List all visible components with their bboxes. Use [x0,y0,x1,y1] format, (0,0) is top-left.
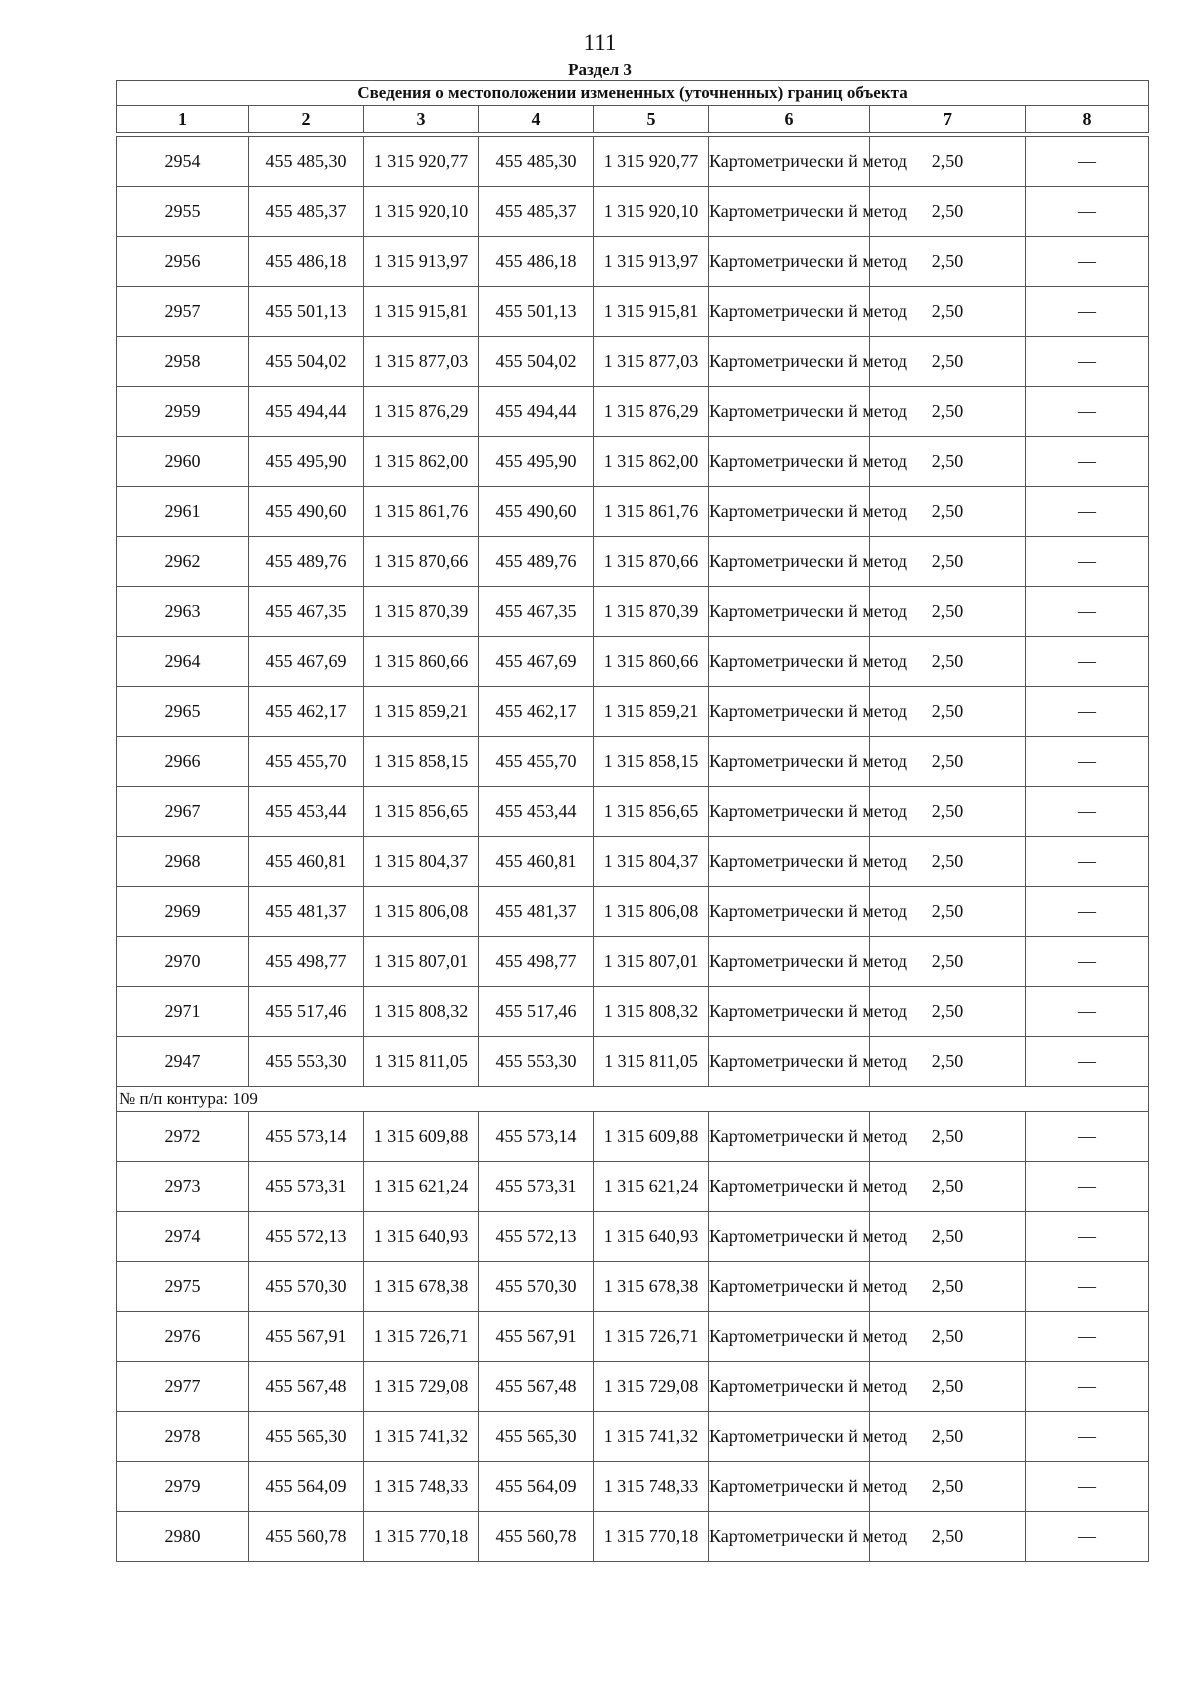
point-number-cell: 2974 [117,1212,249,1262]
table-row [117,587,1149,637]
x-coordinate-cell: 455 567,91 [249,1312,364,1362]
accuracy-cell: 2,50 [870,737,1026,787]
x-coordinate-new-cell: 455 567,91 [479,1312,594,1362]
point-number-cell: 2965 [117,687,249,737]
y-coordinate-new-cell: 1 315 862,00 [594,437,709,487]
y-coordinate-cell: 1 315 726,71 [364,1312,479,1362]
note-cell: — [1026,837,1149,887]
x-coordinate-cell: 455 455,70 [249,737,364,787]
x-coordinate-new-cell: 455 560,78 [479,1512,594,1562]
table-row [117,1362,1149,1412]
contour-label: № п/п контура: 109 [117,1087,1149,1112]
accuracy-cell: 2,50 [870,837,1026,887]
x-coordinate-new-cell: 455 553,30 [479,1037,594,1087]
x-coordinate-cell: 455 564,09 [249,1462,364,1512]
column-number: 5 [594,106,709,133]
note-cell: — [1026,337,1149,387]
accuracy-cell: 2,50 [870,887,1026,937]
method-cell: Картометрически й метод [709,137,870,187]
table-row [117,1412,1149,1462]
note-cell: — [1026,787,1149,837]
note-cell: — [1026,587,1149,637]
table-row [117,937,1149,987]
x-coordinate-cell: 455 504,02 [249,337,364,387]
y-coordinate-new-cell: 1 315 770,18 [594,1512,709,1562]
y-coordinate-new-cell: 1 315 729,08 [594,1362,709,1412]
table-row [117,187,1149,237]
method-cell: Картометрически й метод [709,937,870,987]
point-number-cell: 2977 [117,1362,249,1412]
point-number-cell: 2972 [117,1112,249,1162]
x-coordinate-cell: 455 573,31 [249,1162,364,1212]
method-cell: Картометрически й метод [709,487,870,537]
accuracy-cell: 2,50 [870,337,1026,387]
x-coordinate-new-cell: 455 498,77 [479,937,594,987]
y-coordinate-cell: 1 315 806,08 [364,887,479,937]
accuracy-cell: 2,50 [870,1312,1026,1362]
method-cell: Картометрически й метод [709,187,870,237]
x-coordinate-new-cell: 455 565,30 [479,1412,594,1462]
column-number: 8 [1026,106,1149,133]
accuracy-cell: 2,50 [870,1462,1026,1512]
table-row [117,437,1149,487]
table-body-part2 [117,1112,1149,1562]
x-coordinate-new-cell: 455 489,76 [479,537,594,587]
point-number-cell: 2962 [117,537,249,587]
x-coordinate-cell: 455 572,13 [249,1212,364,1262]
y-coordinate-new-cell: 1 315 920,10 [594,187,709,237]
accuracy-cell: 2,50 [870,987,1026,1037]
y-coordinate-cell: 1 315 741,32 [364,1412,479,1462]
method-cell: Картометрически й метод [709,637,870,687]
note-cell: — [1026,987,1149,1037]
method-cell: Картометрически й метод [709,287,870,337]
x-coordinate-cell: 455 565,30 [249,1412,364,1462]
method-cell: Картометрически й метод [709,1162,870,1212]
table-row [117,1112,1149,1162]
method-cell: Картометрически й метод [709,1412,870,1462]
point-number-cell: 2959 [117,387,249,437]
contour-section [117,1087,1149,1112]
x-coordinate-new-cell: 455 490,60 [479,487,594,537]
accuracy-cell: 2,50 [870,787,1026,837]
accuracy-cell: 2,50 [870,437,1026,487]
note-cell: — [1026,687,1149,737]
method-cell: Картометрически й метод [709,887,870,937]
table-caption: Сведения о местоположении измененных (уточненных) границ объекта [117,81,1149,106]
y-coordinate-cell: 1 315 808,32 [364,987,479,1037]
method-cell: Картометрически й метод [709,537,870,587]
x-coordinate-cell: 455 467,35 [249,587,364,637]
table-body-part1 [117,137,1149,1087]
x-coordinate-new-cell: 455 501,13 [479,287,594,337]
note-cell: — [1026,537,1149,587]
x-coordinate-cell: 455 462,17 [249,687,364,737]
x-coordinate-cell: 455 486,18 [249,237,364,287]
table-row [117,1312,1149,1362]
y-coordinate-new-cell: 1 315 858,15 [594,737,709,787]
method-cell: Картометрически й метод [709,1512,870,1562]
point-number-cell: 2966 [117,737,249,787]
y-coordinate-new-cell: 1 315 748,33 [594,1462,709,1512]
method-cell: Картометрически й метод [709,1112,870,1162]
x-coordinate-new-cell: 455 481,37 [479,887,594,937]
y-coordinate-new-cell: 1 315 806,08 [594,887,709,937]
accuracy-cell: 2,50 [870,687,1026,737]
x-coordinate-cell: 455 460,81 [249,837,364,887]
point-number-cell: 2968 [117,837,249,887]
y-coordinate-new-cell: 1 315 870,39 [594,587,709,637]
coordinates-table [116,80,1149,1562]
method-cell: Картометрически й метод [709,987,870,1037]
method-cell: Картометрически й метод [709,687,870,737]
y-coordinate-new-cell: 1 315 741,32 [594,1412,709,1462]
y-coordinate-new-cell: 1 315 726,71 [594,1312,709,1362]
y-coordinate-new-cell: 1 315 609,88 [594,1112,709,1162]
y-coordinate-cell: 1 315 920,77 [364,137,479,187]
method-cell: Картометрически й метод [709,737,870,787]
y-coordinate-cell: 1 315 913,97 [364,237,479,287]
y-coordinate-new-cell: 1 315 870,66 [594,537,709,587]
method-cell: Картометрически й метод [709,1312,870,1362]
section-title: Раздел 3 [568,60,632,79]
accuracy-cell: 2,50 [870,637,1026,687]
method-cell: Картометрически й метод [709,437,870,487]
y-coordinate-cell: 1 315 770,18 [364,1512,479,1562]
y-coordinate-cell: 1 315 858,15 [364,737,479,787]
x-coordinate-cell: 455 517,46 [249,987,364,1037]
note-cell: — [1026,1362,1149,1412]
y-coordinate-cell: 1 315 861,76 [364,487,479,537]
y-coordinate-cell: 1 315 621,24 [364,1162,479,1212]
y-coordinate-cell: 1 315 729,08 [364,1362,479,1412]
table-row [117,137,1149,187]
x-coordinate-new-cell: 455 504,02 [479,337,594,387]
y-coordinate-cell: 1 315 876,29 [364,387,479,437]
y-coordinate-new-cell: 1 315 860,66 [594,637,709,687]
accuracy-cell: 2,50 [870,1262,1026,1312]
point-number-cell: 2960 [117,437,249,487]
table-caption-row [117,81,1149,106]
x-coordinate-new-cell: 455 567,48 [479,1362,594,1412]
x-coordinate-cell: 455 489,76 [249,537,364,587]
x-coordinate-new-cell: 455 467,69 [479,637,594,687]
accuracy-cell: 2,50 [870,537,1026,587]
note-cell: — [1026,1112,1149,1162]
accuracy-cell: 2,50 [870,487,1026,537]
column-number: 4 [479,106,594,133]
point-number-cell: 2963 [117,587,249,637]
accuracy-cell: 2,50 [870,1112,1026,1162]
y-coordinate-cell: 1 315 811,05 [364,1037,479,1087]
table-row [117,237,1149,287]
y-coordinate-cell: 1 315 859,21 [364,687,479,737]
x-coordinate-new-cell: 455 517,46 [479,987,594,1037]
point-number-cell: 2978 [117,1412,249,1462]
accuracy-cell: 2,50 [870,937,1026,987]
table-row [117,1262,1149,1312]
accuracy-cell: 2,50 [870,287,1026,337]
y-coordinate-cell: 1 315 870,39 [364,587,479,637]
point-number-cell: 2976 [117,1312,249,1362]
table-row [117,1462,1149,1512]
point-number-cell: 2964 [117,637,249,687]
x-coordinate-cell: 455 485,37 [249,187,364,237]
point-number-cell: 2969 [117,887,249,937]
x-coordinate-cell: 455 573,14 [249,1112,364,1162]
note-cell: — [1026,1212,1149,1262]
note-cell: — [1026,187,1149,237]
y-coordinate-new-cell: 1 315 915,81 [594,287,709,337]
method-cell: Картометрически й метод [709,1362,870,1412]
y-coordinate-cell: 1 315 678,38 [364,1262,479,1312]
point-number-cell: 2971 [117,987,249,1037]
point-number-cell: 2955 [117,187,249,237]
accuracy-cell: 2,50 [870,1362,1026,1412]
note-cell: — [1026,887,1149,937]
x-coordinate-cell: 455 570,30 [249,1262,364,1312]
method-cell: Картометрически й метод [709,337,870,387]
table-row [117,787,1149,837]
table-row [117,1037,1149,1087]
note-cell: — [1026,1462,1149,1512]
accuracy-cell: 2,50 [870,187,1026,237]
note-cell: — [1026,1037,1149,1087]
y-coordinate-cell: 1 315 915,81 [364,287,479,337]
accuracy-cell: 2,50 [870,137,1026,187]
note-cell: — [1026,287,1149,337]
column-number: 3 [364,106,479,133]
table-row [117,387,1149,437]
x-coordinate-new-cell: 455 467,35 [479,587,594,637]
x-coordinate-new-cell: 455 453,44 [479,787,594,837]
table-row [117,687,1149,737]
x-coordinate-new-cell: 455 485,37 [479,187,594,237]
y-coordinate-new-cell: 1 315 807,01 [594,937,709,987]
x-coordinate-new-cell: 455 460,81 [479,837,594,887]
point-number-cell: 2979 [117,1462,249,1512]
note-cell: — [1026,1262,1149,1312]
point-number-cell: 2947 [117,1037,249,1087]
table-row [117,487,1149,537]
x-coordinate-new-cell: 455 570,30 [479,1262,594,1312]
column-number: 6 [709,106,870,133]
note-cell: — [1026,937,1149,987]
y-coordinate-new-cell: 1 315 877,03 [594,337,709,387]
y-coordinate-new-cell: 1 315 876,29 [594,387,709,437]
y-coordinate-new-cell: 1 315 621,24 [594,1162,709,1212]
method-cell: Картометрически й метод [709,587,870,637]
note-cell: — [1026,1412,1149,1462]
accuracy-cell: 2,50 [870,387,1026,437]
method-cell: Картометрически й метод [709,787,870,837]
method-cell: Картометрически й метод [709,237,870,287]
point-number-cell: 2970 [117,937,249,987]
table-row [117,637,1149,687]
point-number-cell: 2967 [117,787,249,837]
point-number-cell: 2975 [117,1262,249,1312]
column-number: 1 [117,106,249,133]
accuracy-cell: 2,50 [870,1512,1026,1562]
y-coordinate-new-cell: 1 315 678,38 [594,1262,709,1312]
y-coordinate-cell: 1 315 807,01 [364,937,479,987]
y-coordinate-new-cell: 1 315 859,21 [594,687,709,737]
accuracy-cell: 2,50 [870,1412,1026,1462]
y-coordinate-new-cell: 1 315 811,05 [594,1037,709,1087]
note-cell: — [1026,637,1149,687]
method-cell: Картометрически й метод [709,1037,870,1087]
y-coordinate-cell: 1 315 862,00 [364,437,479,487]
x-coordinate-new-cell: 455 494,44 [479,387,594,437]
y-coordinate-cell: 1 315 609,88 [364,1112,479,1162]
x-coordinate-cell: 455 560,78 [249,1512,364,1562]
column-number-row [117,106,1149,133]
accuracy-cell: 2,50 [870,237,1026,287]
table-row [117,1512,1149,1562]
column-number: 2 [249,106,364,133]
table-row [117,337,1149,387]
table-row [117,1162,1149,1212]
point-number-cell: 2957 [117,287,249,337]
x-coordinate-cell: 455 485,30 [249,137,364,187]
y-coordinate-new-cell: 1 315 808,32 [594,987,709,1037]
method-cell: Картометрически й метод [709,837,870,887]
accuracy-cell: 2,50 [870,587,1026,637]
point-number-cell: 2958 [117,337,249,387]
column-number: 7 [870,106,1026,133]
y-coordinate-new-cell: 1 315 804,37 [594,837,709,887]
note-cell: — [1026,1162,1149,1212]
y-coordinate-cell: 1 315 920,10 [364,187,479,237]
point-number-cell: 2954 [117,137,249,187]
x-coordinate-new-cell: 455 455,70 [479,737,594,787]
page-number: 111 [583,30,617,55]
table-row [117,1212,1149,1262]
x-coordinate-new-cell: 455 572,13 [479,1212,594,1262]
accuracy-cell: 2,50 [870,1162,1026,1212]
accuracy-cell: 2,50 [870,1037,1026,1087]
x-coordinate-cell: 455 567,48 [249,1362,364,1412]
table-row [117,887,1149,937]
accuracy-cell: 2,50 [870,1212,1026,1262]
table-row [117,837,1149,887]
x-coordinate-cell: 455 453,44 [249,787,364,837]
y-coordinate-new-cell: 1 315 913,97 [594,237,709,287]
x-coordinate-cell: 455 481,37 [249,887,364,937]
x-coordinate-cell: 455 553,30 [249,1037,364,1087]
x-coordinate-new-cell: 455 495,90 [479,437,594,487]
y-coordinate-cell: 1 315 856,65 [364,787,479,837]
x-coordinate-cell: 455 467,69 [249,637,364,687]
y-coordinate-cell: 1 315 640,93 [364,1212,479,1262]
point-number-cell: 2980 [117,1512,249,1562]
contour-row [117,1087,1149,1112]
x-coordinate-new-cell: 455 573,31 [479,1162,594,1212]
x-coordinate-cell: 455 498,77 [249,937,364,987]
note-cell: — [1026,1312,1149,1362]
y-coordinate-cell: 1 315 860,66 [364,637,479,687]
method-cell: Картометрически й метод [709,1462,870,1512]
point-number-cell: 2956 [117,237,249,287]
y-coordinate-new-cell: 1 315 920,77 [594,137,709,187]
note-cell: — [1026,487,1149,537]
note-cell: — [1026,387,1149,437]
y-coordinate-new-cell: 1 315 861,76 [594,487,709,537]
x-coordinate-new-cell: 455 485,30 [479,137,594,187]
x-coordinate-new-cell: 455 564,09 [479,1462,594,1512]
x-coordinate-new-cell: 455 573,14 [479,1112,594,1162]
method-cell: Картометрически й метод [709,1262,870,1312]
x-coordinate-cell: 455 501,13 [249,287,364,337]
y-coordinate-cell: 1 315 748,33 [364,1462,479,1512]
y-coordinate-new-cell: 1 315 856,65 [594,787,709,837]
y-coordinate-cell: 1 315 877,03 [364,337,479,387]
x-coordinate-cell: 455 490,60 [249,487,364,537]
note-cell: — [1026,1512,1149,1562]
y-coordinate-cell: 1 315 870,66 [364,537,479,587]
table-row [117,737,1149,787]
x-coordinate-cell: 455 495,90 [249,437,364,487]
x-coordinate-new-cell: 455 486,18 [479,237,594,287]
table-row [117,287,1149,337]
y-coordinate-new-cell: 1 315 640,93 [594,1212,709,1262]
method-cell: Картометрически й метод [709,1212,870,1262]
note-cell: — [1026,737,1149,787]
x-coordinate-cell: 455 494,44 [249,387,364,437]
table-row [117,537,1149,587]
note-cell: — [1026,137,1149,187]
table-row [117,987,1149,1037]
point-number-cell: 2961 [117,487,249,537]
method-cell: Картометрически й метод [709,387,870,437]
point-number-cell: 2973 [117,1162,249,1212]
y-coordinate-cell: 1 315 804,37 [364,837,479,887]
note-cell: — [1026,237,1149,287]
note-cell: — [1026,437,1149,487]
x-coordinate-new-cell: 455 462,17 [479,687,594,737]
